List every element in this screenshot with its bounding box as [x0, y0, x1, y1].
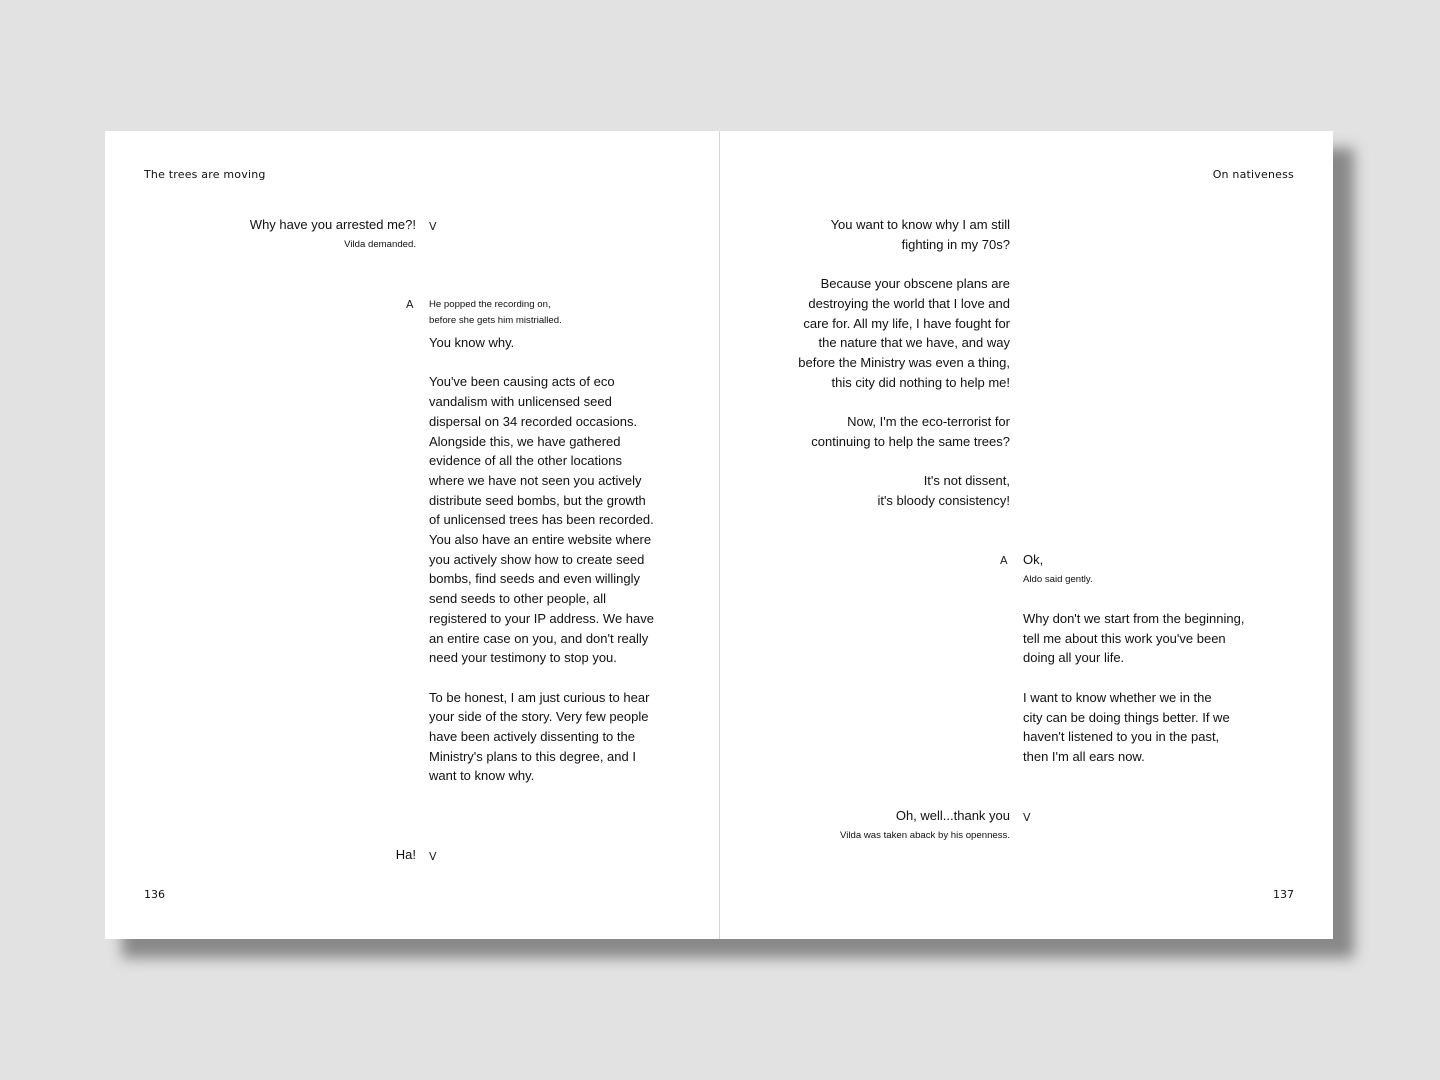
vilda-thanks-text: Oh, well...thank you	[895, 808, 1010, 823]
aldo-reply-text: You know why. You've been causing acts of eco vandalism with unlicensed seed dispersal on 34 recorded occasions. Alongside this, we have gathered evidence of all the other locations where we have not seen you actively distribute seed bombs, but the growth of unlicensed trees has been recorded. You also have an entire website where you actively show how to create seed bombs, find seeds and even willingly send seeds to other people, all registered to your IP address. We have an entire case on you, and don't really need your testimony to stop you. To be honest, I am just curious to hear your side of the story. Very few people have been actively dissenting to the Ministry's plans to this degree, and I want to know why.	[429, 335, 654, 784]
aldo-ok-note: Aldo said gently.	[1023, 574, 1093, 585]
aldo-invitation-text: Why don't we start from the beginning, tell me about this work you've been doing all your life. I want to know whether we in the city can be doing things better. If we haven't listened to you in the past, then I'm all ears now.	[1023, 611, 1245, 764]
right-running-head: On nativeness	[1212, 168, 1294, 181]
vilda-thanks-note: Vilda was taken aback by his openness.	[840, 830, 1010, 841]
vilda-question-note: Vilda demanded.	[344, 239, 416, 250]
speaker-marker-v: V	[429, 220, 437, 233]
aldo-ok-text: Ok,	[1023, 552, 1044, 567]
vilda-ha-text: Ha!	[395, 847, 416, 862]
aldo-reply-note: He popped the recording on, before she gets him mistrialled.	[429, 299, 562, 326]
speaker-marker-a-2: A	[1000, 554, 1008, 567]
vilda-response-text: You want to know why I am still fighting in my 70s? Because your obscene plans are destroying the world that I love and care for. All my life, I have fought for the nature that we have, and way before the Ministry was even a thing, this city did nothing to help me! Now, I'm the eco-terrorist for continuing to help the same trees? It's not dissent, it's bloody consistency!	[798, 217, 1010, 508]
speaker-marker-v-3: V	[1023, 811, 1031, 824]
vilda-question-text: Why have you arrested me?!	[249, 217, 416, 232]
left-page-number: 136	[144, 888, 165, 901]
left-running-head: The trees are moving	[144, 168, 266, 181]
right-page-number: 137	[1273, 888, 1294, 901]
speaker-marker-a: A	[406, 298, 414, 311]
speaker-marker-v-2: V	[429, 850, 437, 863]
book-spread	[105, 131, 1333, 939]
